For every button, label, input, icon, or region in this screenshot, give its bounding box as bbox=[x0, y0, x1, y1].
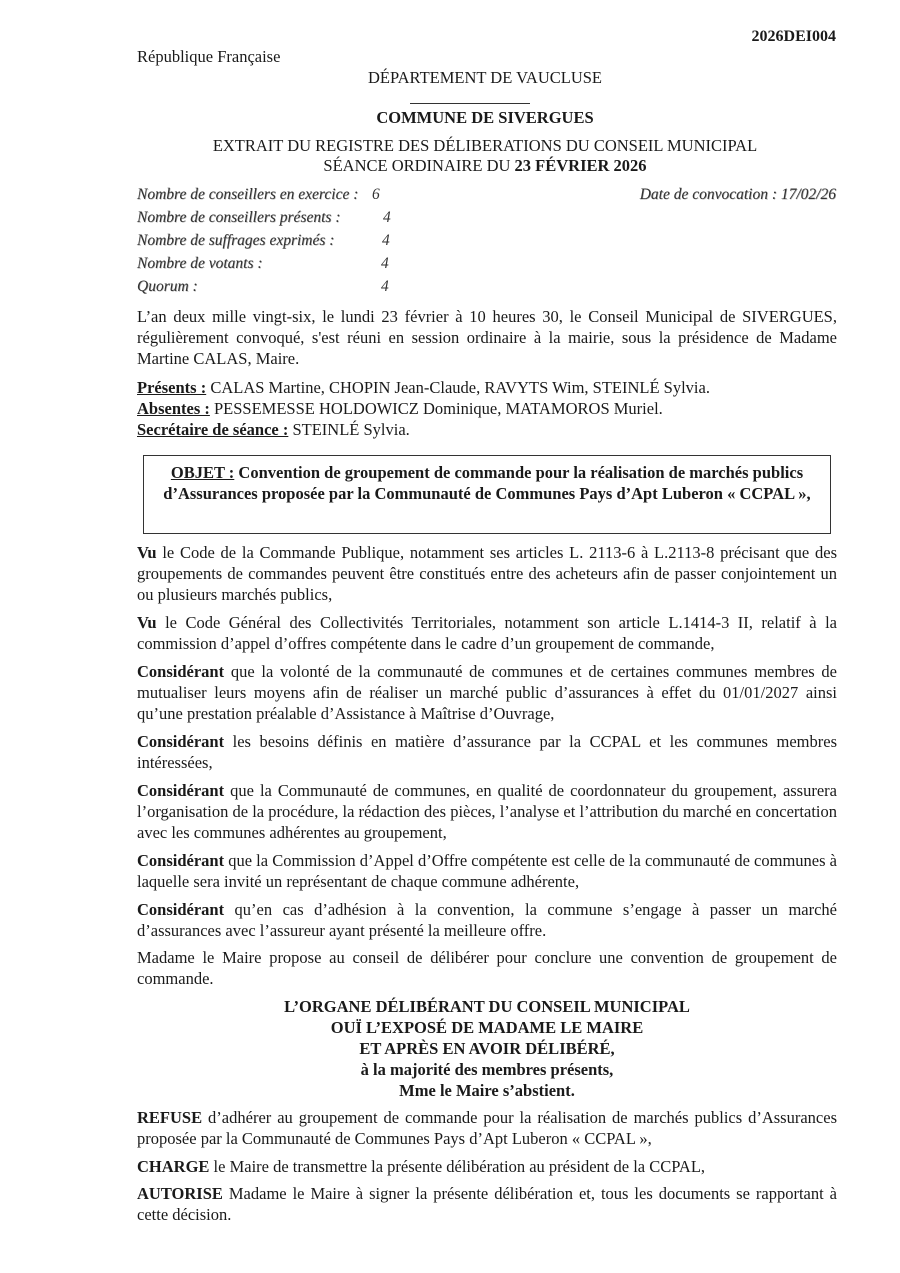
object-box bbox=[143, 455, 831, 534]
commune-title: COMMUNE DE SIVERGUES bbox=[376, 108, 594, 127]
present-value: CALAS Martine, CHOPIN Jean-Claude, RAVYTS Wim, STEINLÉ Sylvia. bbox=[206, 378, 710, 397]
session-date: 23 FÉVRIER 2026 bbox=[514, 156, 647, 175]
decision-header-line: Mme le Maire s’abstient. bbox=[399, 1081, 575, 1100]
stat-value: 4 bbox=[381, 255, 389, 272]
reference-number: 2026DEI004 bbox=[751, 28, 836, 45]
divider bbox=[410, 103, 530, 104]
stat-label: Nombre de conseillers en exercice : bbox=[137, 186, 359, 203]
consideration-text: le Code de la Commande Publique, notamment ses articles L. 2113-6 à L.2113-8 précisant que des groupements de commandes peuvent être constitués entre des acheteurs afin de passer conjointement un ou plusieurs marchés publics, bbox=[137, 543, 837, 604]
stat-value: 4 bbox=[382, 232, 390, 249]
consideration-lead: Considérant bbox=[137, 851, 225, 870]
attendance-present bbox=[137, 377, 837, 398]
proposal-text: Madame le Maire propose au conseil de délibérer pour conclure une convention de groupement de commande. bbox=[137, 948, 837, 988]
stat-value: 4 bbox=[383, 209, 391, 226]
object-label: OBJET : bbox=[170, 463, 235, 482]
consideration bbox=[137, 731, 837, 773]
decision-text: d’adhérer au groupement de commande pour la réalisation de marchés publics d’Assurances proposée par la Communauté de Communes Pays d’Apt Luberon « CCPAL », bbox=[137, 1108, 837, 1148]
stat-value: 4 bbox=[381, 278, 389, 295]
absent-label: Absentes : bbox=[137, 399, 210, 418]
object-text: Convention de groupement de commande pour la réalisation de marchés publics d’Assurances proposée par la Communauté de Communes Pays d’Apt Luberon « CCPAL », bbox=[163, 463, 811, 503]
absent-value: PESSEMESSE HOLDOWICZ Dominique, MATAMOROS Muriel. bbox=[209, 399, 663, 418]
consideration bbox=[137, 542, 837, 605]
consideration-text: les besoins définis en matière d’assurance par la CCPAL et les communes membres intéressées, bbox=[137, 732, 837, 772]
secretary-value: STEINLÉ Sylvia. bbox=[288, 420, 410, 439]
decision-header-line: ET APRÈS EN AVOIR DÉLIBÉRÉ, bbox=[359, 1039, 615, 1058]
decision-text: le Maire de transmettre la présente délibération au président de la CCPAL, bbox=[209, 1157, 706, 1176]
stat-label: Nombre de suffrages exprimés : bbox=[137, 232, 335, 249]
present-label: Présents : bbox=[137, 378, 207, 397]
consideration bbox=[137, 899, 837, 941]
session-title bbox=[0, 156, 900, 176]
stat-label: Quorum : bbox=[137, 278, 198, 295]
consideration-lead: Considérant bbox=[137, 662, 225, 681]
convocation-date: Date de convocation : 17/02/26 bbox=[639, 186, 836, 203]
stat-value: 6 bbox=[372, 186, 380, 203]
decision-text: Madame le Maire à signer la présente délibération et, tous les documents se rapportant à cette décision. bbox=[137, 1184, 837, 1224]
decision bbox=[137, 1107, 837, 1149]
decision-header bbox=[137, 996, 837, 1101]
intro-paragraph: L’an deux mille vingt-six, le lundi 23 février à 10 heures 30, le Conseil Municipal de SIVERGUES, régulièrement convoqué, s'est réuni en session ordinaire à la mairie, sous la présidence de Madame Martine CALAS, Maire. bbox=[137, 307, 837, 368]
secretary-label: Secrétaire de séance : bbox=[137, 420, 289, 439]
extract-title: EXTRAIT DU REGISTRE DES DÉLIBERATIONS DU CONSEIL MUNICIPAL bbox=[212, 136, 758, 155]
attendance-absent bbox=[137, 398, 837, 419]
stat-label: Nombre de conseillers présents : bbox=[137, 209, 341, 226]
department-title: DÉPARTEMENT DE VAUCLUSE bbox=[367, 68, 602, 87]
consideration bbox=[137, 661, 837, 724]
consideration-lead: Considérant bbox=[137, 900, 225, 919]
consideration bbox=[137, 850, 837, 892]
consideration-lead: Vu bbox=[137, 543, 157, 562]
consideration-lead: Considérant bbox=[137, 732, 225, 751]
decision bbox=[137, 1183, 837, 1225]
decision-header-line: L’ORGANE DÉLIBÉRANT DU CONSEIL MUNICIPAL bbox=[284, 997, 690, 1016]
decision bbox=[137, 1156, 837, 1177]
decision-header-line: OUÏ L’EXPOSÉ DE MADAME LE MAIRE bbox=[330, 1018, 644, 1037]
consideration-lead: Considérant bbox=[137, 781, 225, 800]
consideration bbox=[137, 612, 837, 654]
consideration-text: qu’en cas d’adhésion à la convention, la commune s’engage à passer un marché d’assurances avec l’assureur ayant présenté la meilleure offre. bbox=[137, 900, 837, 940]
consideration-text: que la Commission d’Appel d’Offre compétente est celle de la communauté de communes à laquelle sera invité un représentant de chaque commune adhérente, bbox=[137, 851, 837, 891]
decision-header-line: à la majorité des membres présents, bbox=[360, 1060, 614, 1079]
consideration-text: le Code Général des Collectivités Territoriales, notamment son article L.1414-3 II, relatif à la commission d’appel d’offres compétente dans le cadre d’un groupement de commande, bbox=[137, 613, 837, 653]
decision-lead: AUTORISE bbox=[137, 1184, 223, 1203]
consideration-text: que la Communauté de communes, en qualité de coordonnateur du groupement, assurera l’organisation de la procédure, la rédaction des pièces, l’analyse et l’attribution du marché en concertation avec les communes adhérentes au groupement, bbox=[137, 781, 837, 842]
decision-lead: REFUSE bbox=[137, 1108, 203, 1127]
consideration bbox=[137, 780, 837, 843]
republic-label: République Française bbox=[137, 47, 281, 66]
proposal-paragraph bbox=[137, 947, 837, 989]
session-prefix: SÉANCE ORDINAIRE DU bbox=[323, 156, 515, 175]
consideration-lead: Vu bbox=[137, 613, 157, 632]
decision-lead: CHARGE bbox=[137, 1157, 210, 1176]
attendance-secretary bbox=[137, 419, 837, 440]
stat-label: Nombre de votants : bbox=[137, 255, 263, 272]
consideration-text: que la volonté de la communauté de communes et de certaines communes membres de mutualiser leurs moyens afin de réaliser un marché public d’assurances à effet du 01/01/2027 ainsi qu’une prestation préalable d’Assistance à Maîtrise d’Ouvrage, bbox=[137, 662, 837, 723]
